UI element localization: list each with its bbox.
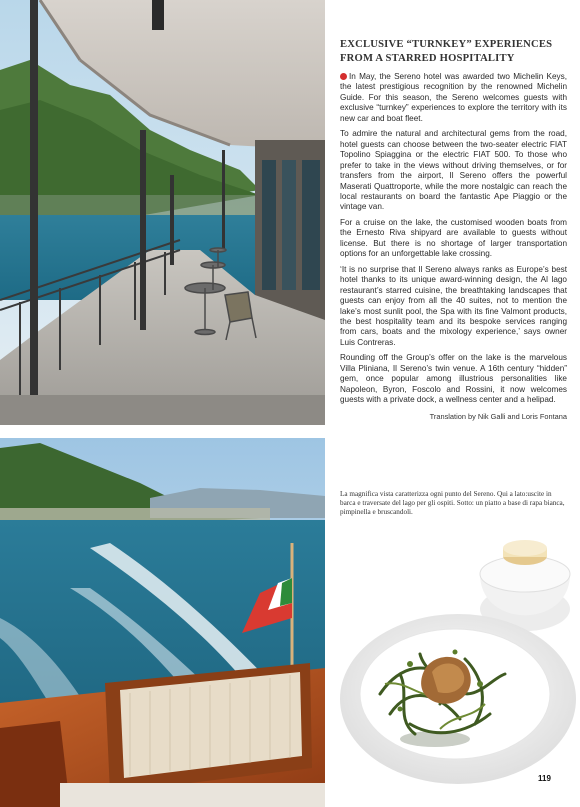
heading-line: EXCLUSIVE “TURNKEY” EXPERIENCES	[340, 39, 553, 50]
boat-illustration	[0, 438, 325, 807]
article-paragraph: ‘It is no surprise that Il Sereno always ranks as Europe’s best hotel thanks to its unique award-winning design, the Al lago restaurant’s starred cuisine, the breathtaking landscapes that guests can enjoy from all the 40 suites, not to mention the lake’s most sunlit pool, the Spa with its fine Valmont products, the best hospitality team and its bespoke services ranging from cars, boats and the mixology experience,’ says owner Luis Contreras.	[340, 264, 567, 347]
article-paragraph: For a cruise on the lake, the customised wooden boats from the Ernesto Riva shipyard are available to guests without license. But there is no shortage of larger transportation options for an unforgettable lake crossing.	[340, 217, 567, 259]
paragraph-text: In May, the Sereno hotel was awarded two Michelin Keys, the latest prestigious recognition by the renowned Michelin Guide. For this season, the Sereno welcomes guests with exclusive “turnkey” experiences to explore the territory with its new car and boat fleet.	[340, 72, 567, 123]
article-paragraph: Rounding off the Group’s offer on the lake is the marvelous Villa Pliniana, Il Sereno’s twin venue. A 16th century “hidden” gem, once popular among illustrious personalities like Napoleon, Byron, Foscolo and Rossini, it now welcomes guests with a private dock, a wellness center and a helipad.	[340, 353, 567, 405]
red-dot-icon	[340, 73, 347, 80]
page-number: 119	[538, 774, 551, 783]
boat-photo	[0, 438, 325, 807]
terrace-illustration	[0, 0, 325, 425]
heading-line: FROM A STARRED HOSPITALITY	[340, 52, 515, 64]
photo-caption: La magnifica vista caratterizza ogni punto del Sereno. Qui a lato:uscite in barca e traversate del lago per gli ospiti. Sotto: un piatto a base di rapa bianca, pimpinella e bruscandoli.	[340, 490, 565, 517]
article-paragraph	[340, 72, 567, 124]
article	[340, 38, 567, 421]
article-heading	[340, 38, 567, 65]
dish-illustration	[340, 534, 580, 807]
dish-photo	[340, 534, 580, 807]
translation-credit: Translation by Nik Galli and Loris Fontana	[429, 411, 567, 421]
article-paragraph: To admire the natural and architectural gems from the road, hotel guests can choose between the two-seater electric FIAT Topolino Spiaggina or the electric FIAT 500. To those who prefer to take in the views without driving themselves, or for transfers from the airport, Il Sereno offers the powerful Maserati Quattroporte, while the more nostalgic can reach the local restaurants on board the fantastic Ape Piaggio or the vintage van.	[340, 129, 567, 212]
terrace-photo	[0, 0, 325, 425]
